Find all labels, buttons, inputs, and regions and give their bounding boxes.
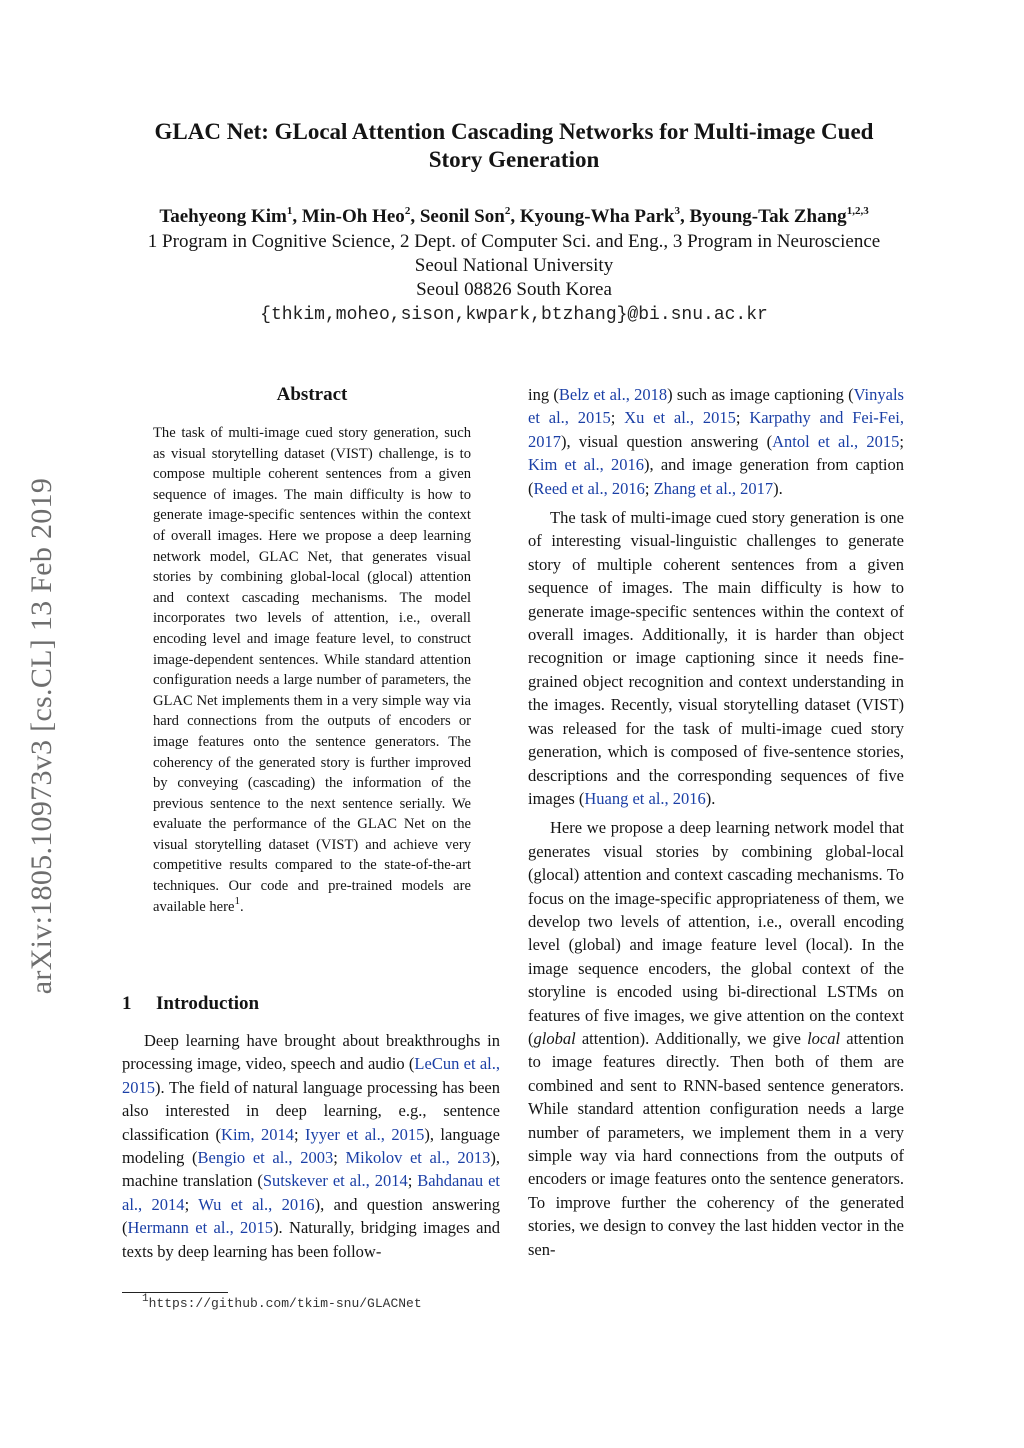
paragraph bbox=[122, 1029, 500, 1263]
text-run: ). bbox=[773, 478, 783, 498]
citation-link[interactable]: Hermann et al., 2015 bbox=[127, 1218, 274, 1238]
italic-text: global bbox=[533, 1028, 576, 1048]
text-run: ), language modeling ( bbox=[122, 1124, 500, 1168]
citation-link[interactable]: Kim, 2014 bbox=[221, 1124, 294, 1144]
footnote-link[interactable]: https://github.com/tkim-snu/GLACNet bbox=[148, 1296, 422, 1311]
text-run: ; bbox=[610, 408, 625, 428]
affiliation-address: Seoul 08826 South Korea bbox=[416, 279, 612, 300]
citation-link[interactable]: Iyyer et al., 2015 bbox=[305, 1124, 425, 1144]
citation-link[interactable]: Sutskever et al., 2014 bbox=[262, 1171, 408, 1191]
title-line-2: Story Generation bbox=[428, 147, 600, 172]
text-run: ) such as image captioning ( bbox=[667, 385, 854, 404]
citation-link[interactable]: Antol et al., 2015 bbox=[772, 431, 900, 451]
footnote bbox=[142, 1292, 502, 1311]
section-heading-introduction bbox=[122, 993, 502, 1015]
text-run: ). The field of natural language processing has been also interested in deep learning, e.g., sentence classification ( bbox=[122, 1077, 500, 1144]
author-name: , Kyoung-Wha Park bbox=[510, 206, 675, 227]
author-affiliation-mark: 3 bbox=[674, 204, 680, 217]
abstract-text bbox=[153, 423, 471, 917]
citation-link[interactable]: Bengio et al., 2003 bbox=[197, 1148, 334, 1168]
text-run: ; bbox=[644, 478, 654, 498]
author-name: , Min-Oh Heo bbox=[292, 206, 405, 227]
section-number: 1 bbox=[122, 993, 132, 1014]
arxiv-identifier: arXiv:1805.10973v3 [cs.CL] 13 Feb 2019 bbox=[25, 477, 58, 995]
affiliation-programs: 1 Program in Cognitive Science, 2 Dept. of Computer Sci. and Eng., 3 Program in Neuroscience bbox=[147, 231, 881, 252]
text-run: ; bbox=[333, 1148, 346, 1168]
abstract-end: . bbox=[239, 898, 244, 915]
paragraph bbox=[528, 383, 904, 500]
affiliation-university: Seoul National University bbox=[414, 255, 614, 276]
citation-link[interactable]: Zhang et al., 2017 bbox=[653, 478, 774, 498]
citation-link[interactable]: Mikolov et al., 2013 bbox=[345, 1148, 491, 1168]
paper-title bbox=[100, 118, 928, 174]
abstract-paragraph: The task of multi-image cued story generation, such as visual storytelling dataset (VIST) challenge, is to compose multiple coherent sentences from a given sequence of images. The main difficulty is how to generate image-specific sentences within the context of overall images. Here we propose a deep learning network model, GLAC Net, that generates visual stories by combining global-local (glocal) attention and context cascading mechanisms. The model incorporates two levels of attention, i.e., overall encoding level and image feature level, to construct image-dependent sentences. While standard attention configuration needs a large number of parameters, the GLAC Net implements them in a very simple way via hard connections from the outputs of encoders or image features onto the sentence generators. The coherency of the generated story is further improved by conveying (cascading) the information of the previous sentence to the next sentence serially. We evaluate the performance of the GLAC Net on the visual storytelling dataset (VIST) and achieve very competitive results compared to the state-of-the-art techniques. Our code and pre-trained models are available here bbox=[153, 425, 471, 915]
paragraph bbox=[528, 506, 904, 810]
text-run: The task of multi-image cued story generation is one of interesting visual-linguistic challenges to generate story of multiple coherent sentences from a given sequence of images. The main difficulty is how to generate image-specific sentences within the context of overall images. Additionally, it is harder than object recognition or image captioning since it needs fine-grained object recognition and context understanding in the images. Recently, visual storytelling dataset (VIST) was released for the task of multi-image cued story generation, which is composed of five-sentence stories, descriptions and the corresponding sequences of five images ( bbox=[528, 508, 904, 808]
text-run: ), visual question answering ( bbox=[561, 431, 773, 451]
author-name: Taehyeong Kim bbox=[159, 206, 287, 227]
text-run: ), and image generation from caption ( bbox=[528, 455, 905, 498]
text-run: ing ( bbox=[528, 385, 559, 404]
footnote-number: 1 bbox=[142, 1292, 149, 1305]
text-run: Deep learning have brought about breakthroughs in processing image, video, speech and audio ( bbox=[122, 1031, 500, 1074]
footnote-marker[interactable]: 1 bbox=[234, 894, 240, 907]
citation-link[interactable]: Vinyals et al., 2015 bbox=[528, 385, 904, 428]
text-run: ; bbox=[735, 408, 750, 428]
text-run: Here we propose a deep learning network model that generates visual stories by combining global-local (glocal) attention and context cascading mechanisms. To focus on the image-specific appropriateness of them, we develop two levels of attention, i.e., overall encoding level (global) and image feature level (local). In the image sequence encoders, the global context of the storyline is encoded using bi-directional LSTMs on features of five images, we give attention on the context ( bbox=[528, 818, 904, 1048]
footnote-divider bbox=[122, 1292, 228, 1293]
citation-link[interactable]: Huang et al., 2016 bbox=[584, 788, 706, 808]
abstract-heading: Abstract bbox=[276, 384, 348, 405]
citation-link[interactable]: Belz et al., 2018 bbox=[558, 385, 668, 404]
citation-link[interactable]: Kim et al., 2016 bbox=[528, 455, 644, 475]
citation-link[interactable]: Bahdanau et al., 2014 bbox=[122, 1171, 500, 1214]
text-run: attention to image features directly. Then both of them are combined and sent to RNN-based sentence generators. While standard attention configuration needs a large number of parameters, we implement them in a very simple way via hard connections from the outputs of encoders or image features onto the sentence generators. To improve further the coherency of the generated stories, we design to convey the last hidden vector in the sen- bbox=[528, 1028, 904, 1259]
author-name: , Byoung-Tak Zhang bbox=[680, 206, 847, 227]
author-list bbox=[80, 205, 948, 229]
author-affiliation-mark: 1,2,3 bbox=[846, 204, 869, 217]
citation-link[interactable]: Xu et al., 2015 bbox=[624, 408, 736, 428]
text-run: ). Naturally, bridging images and texts by deep learning has been follow- bbox=[122, 1218, 500, 1261]
text-run: attention). Additionally, we give bbox=[575, 1028, 808, 1048]
right-column-text bbox=[528, 383, 904, 1261]
author-affiliation-mark: 2 bbox=[504, 204, 511, 217]
section-title: Introduction bbox=[156, 993, 260, 1014]
text-run: ; bbox=[293, 1124, 306, 1144]
text-run: ; bbox=[899, 431, 904, 451]
citation-link[interactable]: LeCun et al., 2015 bbox=[122, 1054, 500, 1097]
introduction-text bbox=[122, 1029, 500, 1263]
text-run: ). bbox=[705, 788, 716, 808]
citation-link[interactable]: Wu et al., 2016 bbox=[198, 1194, 315, 1214]
author-affiliation-mark: 1 bbox=[286, 204, 293, 217]
author-emails: {thkim,moheo,sison,kwpark,btzhang}@bi.snu.ac.kr bbox=[260, 305, 768, 325]
paragraph bbox=[528, 816, 904, 1261]
author-affiliation-mark: 2 bbox=[404, 204, 411, 217]
text-run: ; bbox=[184, 1194, 199, 1214]
author-name: , Seonil Son bbox=[410, 206, 505, 227]
title-line-1: GLAC Net: GLocal Attention Cascading Networks for Multi-image Cued bbox=[154, 119, 874, 144]
text-run: ), machine translation ( bbox=[122, 1148, 501, 1191]
text-run: ; bbox=[407, 1171, 418, 1191]
italic-text: local bbox=[807, 1028, 841, 1048]
citation-link[interactable]: Reed et al., 2016 bbox=[533, 478, 645, 498]
text-run: ), and question answering ( bbox=[122, 1194, 500, 1238]
citation-link[interactable]: Karpathy and Fei-Fei, 2017 bbox=[528, 408, 904, 451]
